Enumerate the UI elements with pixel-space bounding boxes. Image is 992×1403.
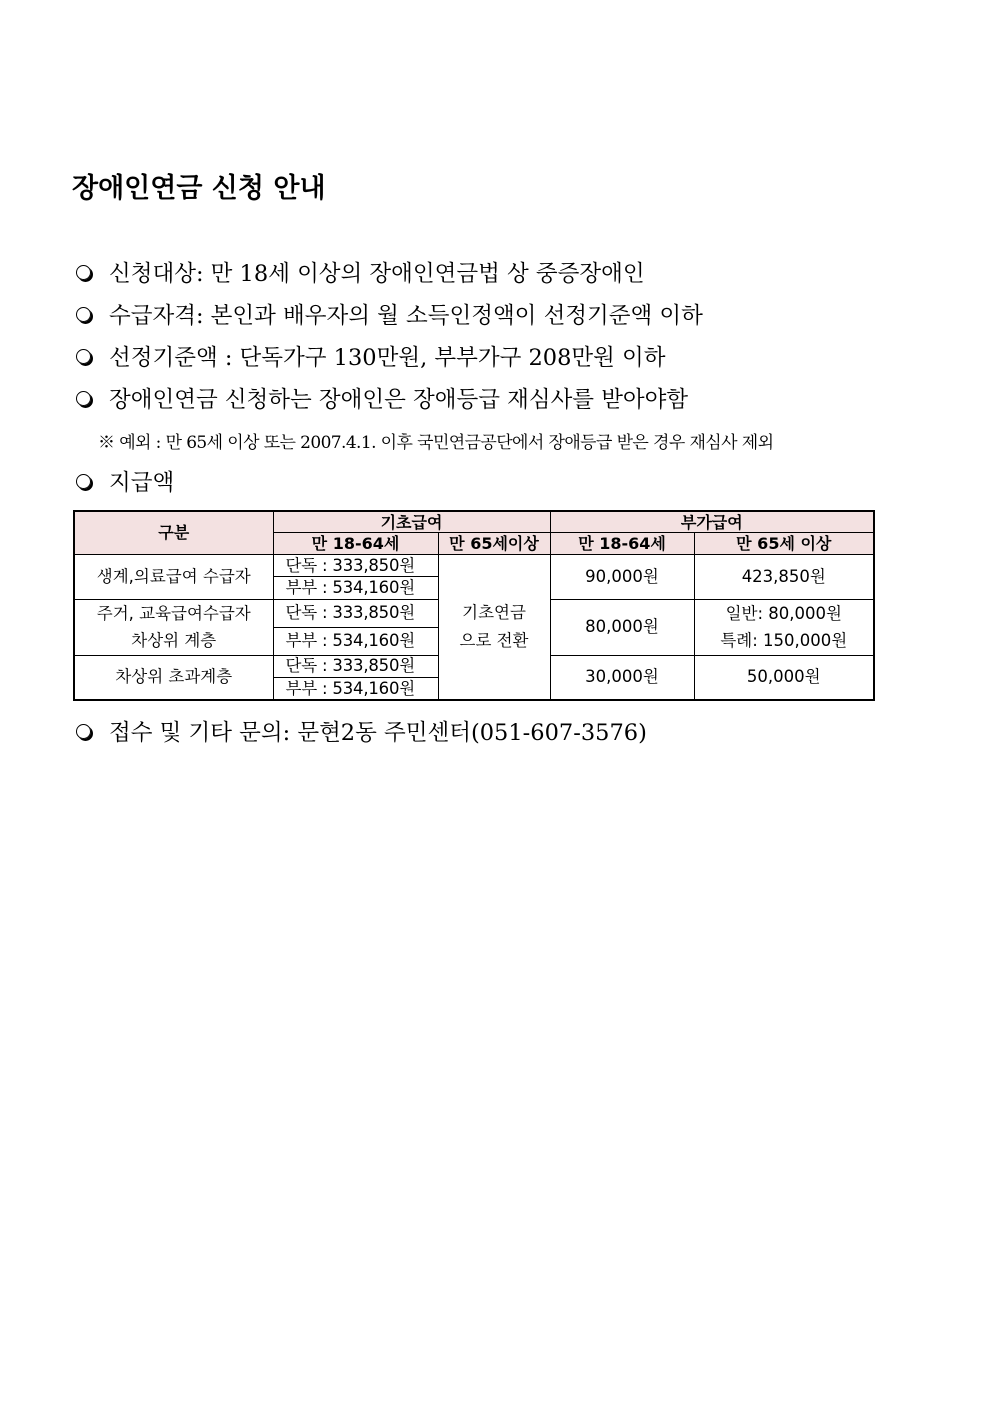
exception-note: ※ 예외 : 만 65세 이상 또는 2007.4.1. 이후 국민연금공단에서 장애등급 받은 경우 재심사 제외 [98, 433, 774, 453]
bullet-threshold [74, 340, 666, 372]
header-add-18-64: 만 18-64세 [550, 533, 694, 554]
basic-65-note: 기초연금 으로 전환 [438, 554, 550, 700]
circle-bullet-icon [76, 307, 91, 322]
circle-bullet-icon [76, 265, 91, 280]
single-amount: 단독 : 333,850원 [273, 655, 438, 677]
bullet-payment [74, 465, 174, 497]
single-amount: 단독 : 333,850원 [273, 554, 438, 576]
couple-amount: 부부 : 534,160원 [273, 577, 438, 599]
row-label: 차상위 초과계층 [74, 655, 273, 700]
bullet-text: 접수 및 기타 문의: 문현2동 주민센터(051-607-3576) [109, 720, 647, 746]
header-basic-65: 만 65세이상 [438, 533, 550, 554]
bullet-reexamination [74, 382, 688, 414]
add-18-64-value: 30,000원 [550, 655, 694, 700]
table-row [74, 554, 874, 576]
bullet-text: 지급액 [109, 470, 175, 496]
header-additional: 부가급여 [550, 511, 874, 533]
add-65-value: 50,000원 [694, 655, 874, 700]
circle-bullet-icon [76, 349, 91, 364]
bullet-qualification [74, 298, 703, 330]
header-add-65: 만 65세 이상 [694, 533, 874, 554]
bullet-contact [74, 715, 647, 747]
bullet-eligibility [74, 256, 645, 288]
couple-amount: 부부 : 534,160원 [273, 678, 438, 700]
add-18-64-value: 90,000원 [550, 554, 694, 599]
header-category: 구분 [74, 511, 273, 554]
bullet-text: 수급자격: 본인과 배우자의 월 소득인정액이 선정기준액 이하 [109, 303, 703, 329]
bullet-text: 장애인연금 신청하는 장애인은 장애등급 재심사를 받아야함 [109, 387, 689, 413]
add-65-value: 일반: 80,000원 특례: 150,000원 [694, 599, 874, 655]
page-title: 장애인연금 신청 안내 [72, 173, 326, 204]
bullet-text: 신청대상: 만 18세 이상의 장애인연금법 상 중증장애인 [109, 261, 645, 287]
bullet-text: 선정기준액 : 단독가구 130만원, 부부가구 208만원 이하 [109, 345, 666, 371]
header-basic-18-64: 만 18-64세 [273, 533, 438, 554]
circle-bullet-icon [76, 474, 91, 489]
row-label: 주거, 교육급여수급자 차상위 계층 [74, 599, 273, 655]
header-basic: 기초급여 [273, 511, 550, 533]
circle-bullet-icon [76, 391, 91, 406]
row-label: 생계,의료급여 수급자 [74, 554, 273, 599]
couple-amount: 부부 : 534,160원 [273, 627, 438, 655]
add-18-64-value: 80,000원 [550, 599, 694, 655]
add-65-value: 423,850원 [694, 554, 874, 599]
payment-table [73, 510, 875, 701]
circle-bullet-icon [76, 724, 91, 739]
single-amount: 단독 : 333,850원 [273, 599, 438, 627]
